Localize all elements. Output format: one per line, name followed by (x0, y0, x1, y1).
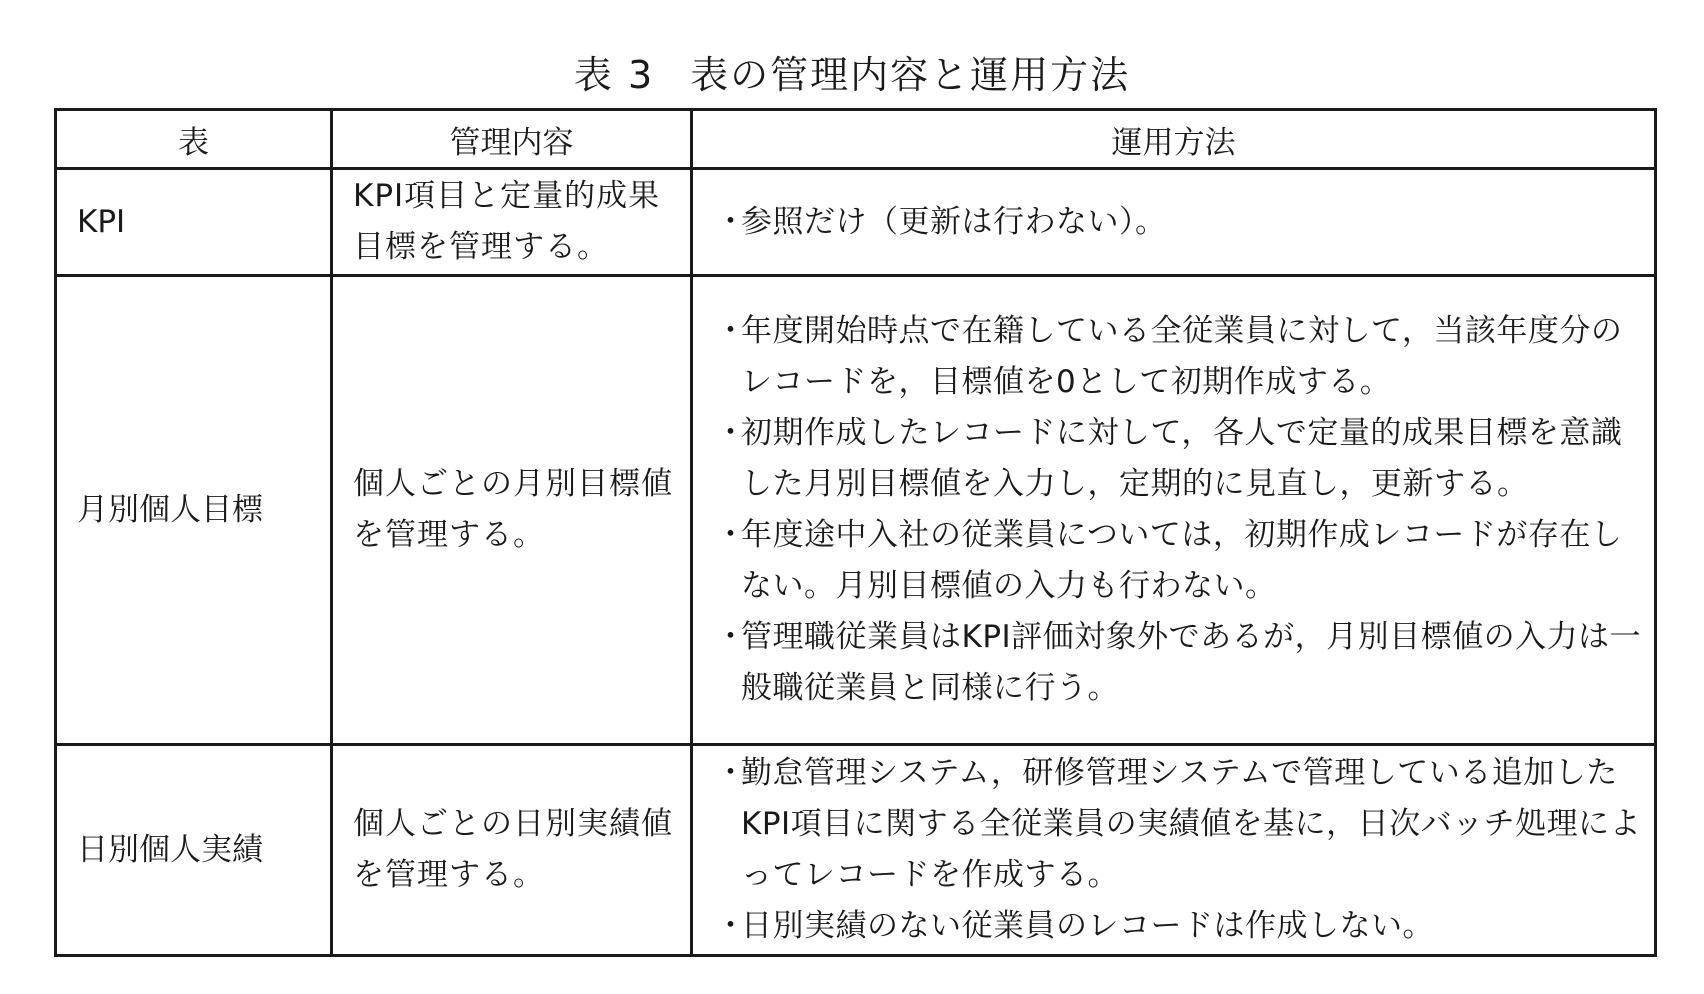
bullet-dot: ・ (715, 313, 747, 349)
bullet-dot: ・ (715, 619, 747, 655)
bullet-dot: ・ (715, 755, 747, 791)
method-list (713, 748, 1644, 952)
method-list (713, 306, 1644, 714)
method-item (713, 612, 1644, 714)
row-method-cell (692, 745, 1656, 956)
method-text: 勤怠管理システム，研修管理システムで管理している追加したKPI項目に関する全従業員の実績値を基に，日次バッチ処理によってレコードを作成する。 (741, 755, 1642, 893)
method-text: 参照だけ（更新は行わない）。 (741, 203, 1167, 240)
table-row (56, 745, 1656, 956)
row-method-cell (692, 169, 1656, 276)
bullet-dot: ・ (715, 415, 747, 451)
row-content: 個人ごとの日別実績値を管理する。 (353, 806, 673, 893)
bullet-dot: ・ (715, 908, 747, 944)
row-content-cell (332, 745, 692, 956)
method-text: 日別実績のない従業員のレコードは作成しない。 (741, 908, 1434, 944)
row-name: 月別個人目標 (77, 492, 263, 528)
row-name-cell (56, 276, 332, 745)
bullet-dot: ・ (715, 203, 747, 240)
method-list (713, 197, 1644, 248)
row-method-cell (692, 276, 1656, 745)
row-content-cell (332, 276, 692, 745)
method-item (713, 197, 1644, 248)
table-caption (0, 44, 1704, 99)
method-item (713, 510, 1644, 612)
method-item (713, 901, 1644, 952)
method-text: 年度開始時点で在籍している全従業員に対して，当該年度分のレコードを，目標値を0として初期作成する。 (741, 313, 1623, 400)
table-row (56, 169, 1656, 276)
bullet-dot: ・ (715, 517, 747, 553)
method-item (713, 408, 1644, 510)
row-name: 日別個人実績 (77, 832, 263, 868)
row-content: 個人ごとの月別目標値を管理する。 (353, 466, 673, 553)
caption-number: 表 3 (573, 53, 655, 97)
method-text: 管理職従業員はKPI評価対象外であるが，月別目標値の入力は一般職従業員と同様に行う。 (741, 619, 1642, 706)
row-content: KPI項目と定量的成果目標を管理する。 (353, 178, 661, 265)
row-name-cell (56, 745, 332, 956)
table-row (56, 276, 1656, 745)
method-item (713, 306, 1644, 408)
header-content: 管理内容 (332, 110, 692, 169)
header-row (56, 110, 1656, 169)
row-name-cell (56, 169, 332, 276)
method-text: 年度途中入社の従業員については，初期作成レコードが存在しない。月別目標値の入力も行わない。 (741, 517, 1623, 604)
header-table: 表 (56, 110, 332, 169)
row-content-cell (332, 169, 692, 276)
header-method: 運用方法 (692, 110, 1656, 169)
management-table (54, 108, 1657, 957)
caption-title: 表の管理内容と運用方法 (690, 53, 1131, 97)
method-text: 初期作成したレコードに対して，各人で定量的成果目標を意識した月別目標値を入力し，定期的に見直し，更新する。 (741, 415, 1623, 502)
row-name: KPI (77, 204, 126, 240)
method-item (713, 748, 1644, 901)
